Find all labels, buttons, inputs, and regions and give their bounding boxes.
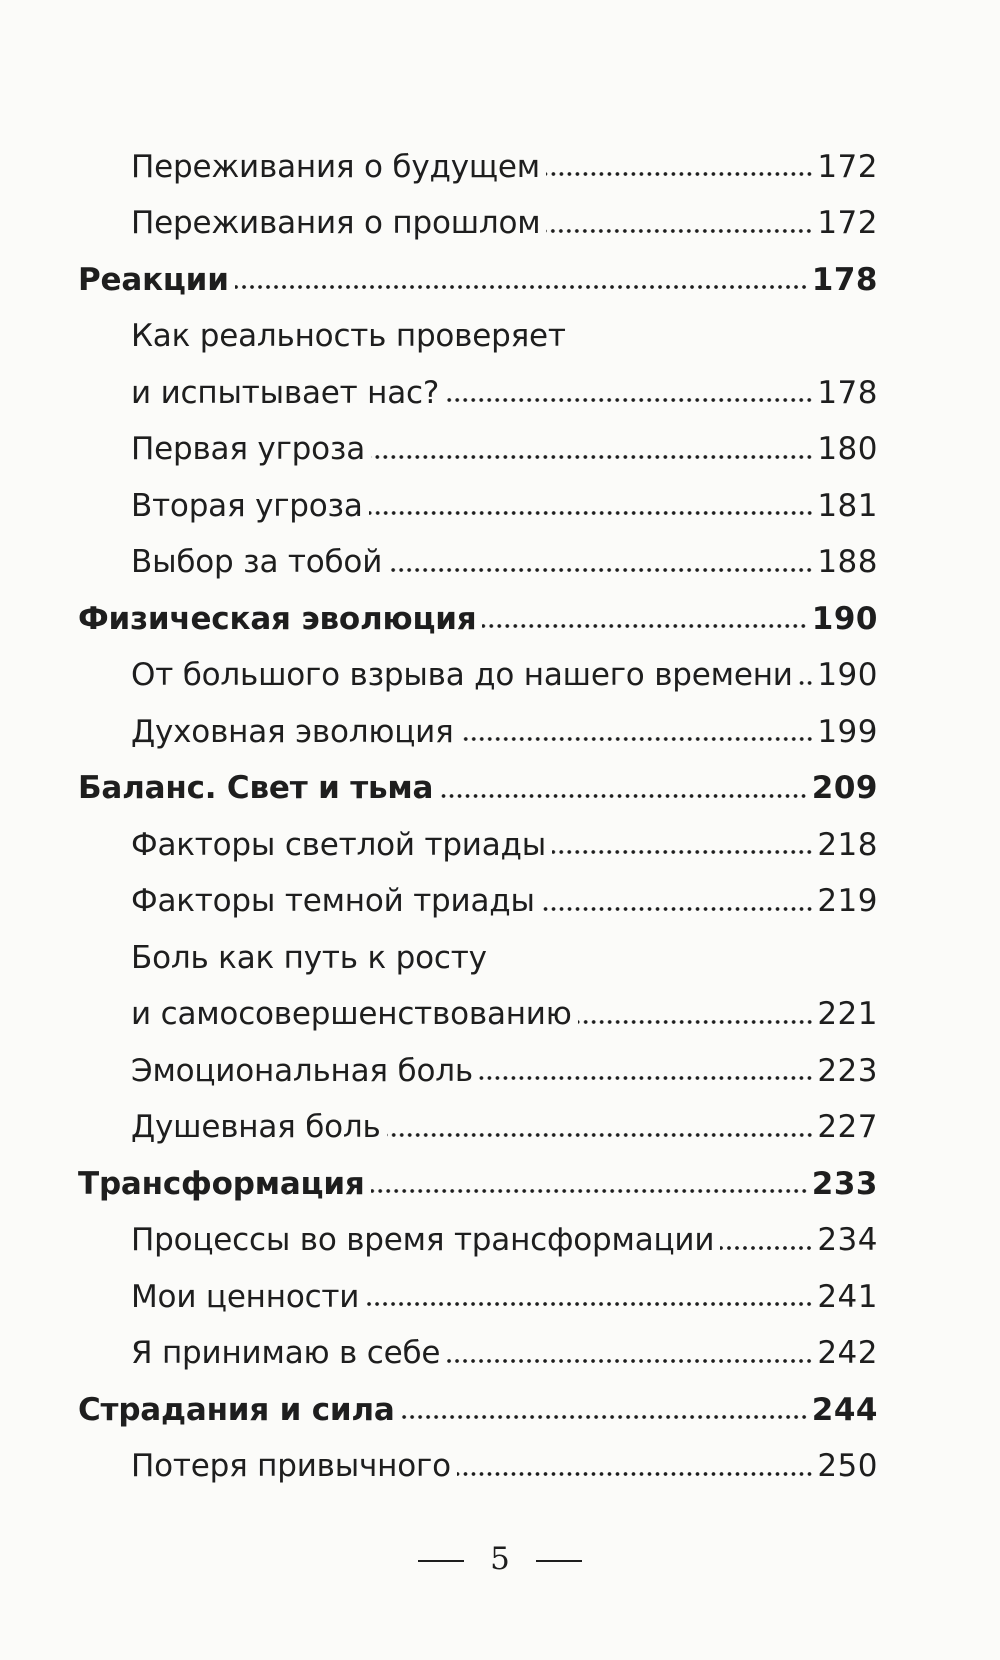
footer-dash-right <box>536 1560 582 1562</box>
dot-leader <box>371 455 813 459</box>
page-number: 5 <box>490 1541 510 1577</box>
toc-entry-title: Переживания о прошлом <box>131 205 541 242</box>
toc-entry <box>78 817 878 874</box>
dot-leader <box>460 737 814 741</box>
toc-page-number: 221 <box>817 996 878 1033</box>
toc-page-number: 233 <box>811 1165 878 1202</box>
toc-page-number: 190 <box>817 657 878 694</box>
toc-page-number: 209 <box>811 770 878 807</box>
dot-leader <box>369 511 814 515</box>
toc-entry-title: Страдания и сила <box>78 1391 395 1428</box>
toc-entry-title: От большого взрыва до нашего времени <box>131 657 793 694</box>
toc-page-number: 227 <box>817 1109 878 1146</box>
toc-entry-title: Мои ценности <box>131 1278 360 1315</box>
toc-page-number: 234 <box>817 1222 878 1259</box>
toc-chapter <box>78 252 878 309</box>
toc-entry <box>78 987 878 1044</box>
toc-chapter <box>78 1382 878 1439</box>
table-of-contents <box>78 139 878 1495</box>
toc-page-number: 223 <box>817 1052 878 1089</box>
toc-entry-title: Факторы светлой триады <box>131 826 547 863</box>
dot-leader <box>578 1020 814 1024</box>
toc-page-number: 178 <box>817 374 878 411</box>
toc-entry <box>78 1043 878 1100</box>
toc-page-number: 244 <box>811 1391 878 1428</box>
toc-entry <box>78 365 878 422</box>
dot-leader <box>720 1246 813 1250</box>
toc-entry <box>78 478 878 535</box>
toc-page-number: 250 <box>817 1448 878 1485</box>
toc-chapter <box>78 1156 878 1213</box>
toc-entry <box>78 930 878 987</box>
toc-page-number: 219 <box>817 883 878 920</box>
dot-leader <box>445 398 813 402</box>
dot-leader <box>479 1076 813 1080</box>
toc-entry-title: Трансформация <box>78 1165 365 1202</box>
toc-entry <box>78 648 878 705</box>
toc-entry-title: Реакции <box>78 261 229 298</box>
toc-entry-title: и испытывает нас? <box>131 374 440 411</box>
toc-page-number: 218 <box>817 826 878 863</box>
dot-leader <box>371 1189 808 1193</box>
toc-entry <box>78 139 878 196</box>
toc-entry-title: Боль как путь к росту <box>131 939 487 976</box>
dot-leader <box>365 1302 813 1306</box>
dot-leader <box>388 568 813 572</box>
toc-entry-title: Душевная боль <box>131 1109 381 1146</box>
toc-entry <box>78 309 878 366</box>
toc-entry <box>78 196 878 253</box>
toc-entry-title: Духовная эволюция <box>131 713 454 750</box>
toc-entry-title: Как реальность проверяет <box>131 318 566 355</box>
toc-entry-title: Потеря привычного <box>131 1448 451 1485</box>
toc-entry-title: Эмоциональная боль <box>131 1052 473 1089</box>
toc-page-number: 180 <box>817 431 878 468</box>
dot-leader <box>552 850 813 854</box>
toc-entry <box>78 1269 878 1326</box>
toc-page-number: 242 <box>817 1335 878 1372</box>
toc-page-number: 172 <box>817 205 878 242</box>
toc-entry <box>78 1213 878 1270</box>
toc-entry-title: Процессы во время трансформации <box>131 1222 715 1259</box>
dot-leader <box>546 229 813 233</box>
toc-entry-title: Выбор за тобой <box>131 544 383 581</box>
toc-entry <box>78 874 878 931</box>
toc-entry-title: Вторая угроза <box>131 487 363 524</box>
dot-leader <box>541 907 814 911</box>
toc-page-number: 188 <box>817 544 878 581</box>
dot-leader <box>235 285 808 289</box>
toc-entry-title: Баланс. Свет и тьма <box>78 770 434 807</box>
toc-entry-title: Первая угроза <box>131 431 365 468</box>
dot-leader <box>546 172 813 176</box>
toc-page-number: 199 <box>817 713 878 750</box>
footer-dash-left <box>418 1560 464 1562</box>
toc-entry <box>78 704 878 761</box>
dot-leader <box>439 794 808 798</box>
toc-entry-title: Переживания о будущем <box>131 148 540 185</box>
toc-chapter <box>78 761 878 818</box>
dot-leader <box>401 1415 808 1419</box>
toc-entry-title: Физическая эволюция <box>78 600 477 637</box>
dot-leader <box>457 1472 813 1476</box>
toc-entry <box>78 1326 878 1383</box>
toc-entry <box>78 1100 878 1157</box>
dot-leader <box>387 1133 814 1137</box>
toc-entry <box>78 1439 878 1496</box>
toc-chapter <box>78 591 878 648</box>
toc-entry-title: Факторы темной триады <box>131 883 535 920</box>
toc-page-number: 181 <box>817 487 878 524</box>
toc-entry <box>78 422 878 479</box>
page-footer <box>0 1534 1000 1584</box>
toc-entry <box>78 535 878 592</box>
dot-leader <box>482 624 807 628</box>
dot-leader <box>446 1359 813 1363</box>
dot-leader <box>799 681 814 685</box>
toc-page-number: 190 <box>811 600 878 637</box>
toc-entry-title: и самосовершенствованию <box>131 996 572 1033</box>
toc-page-number: 172 <box>817 148 878 185</box>
toc-page-number: 241 <box>817 1278 878 1315</box>
toc-entry-title: Я принимаю в себе <box>131 1335 441 1372</box>
toc-page-number: 178 <box>811 261 878 298</box>
